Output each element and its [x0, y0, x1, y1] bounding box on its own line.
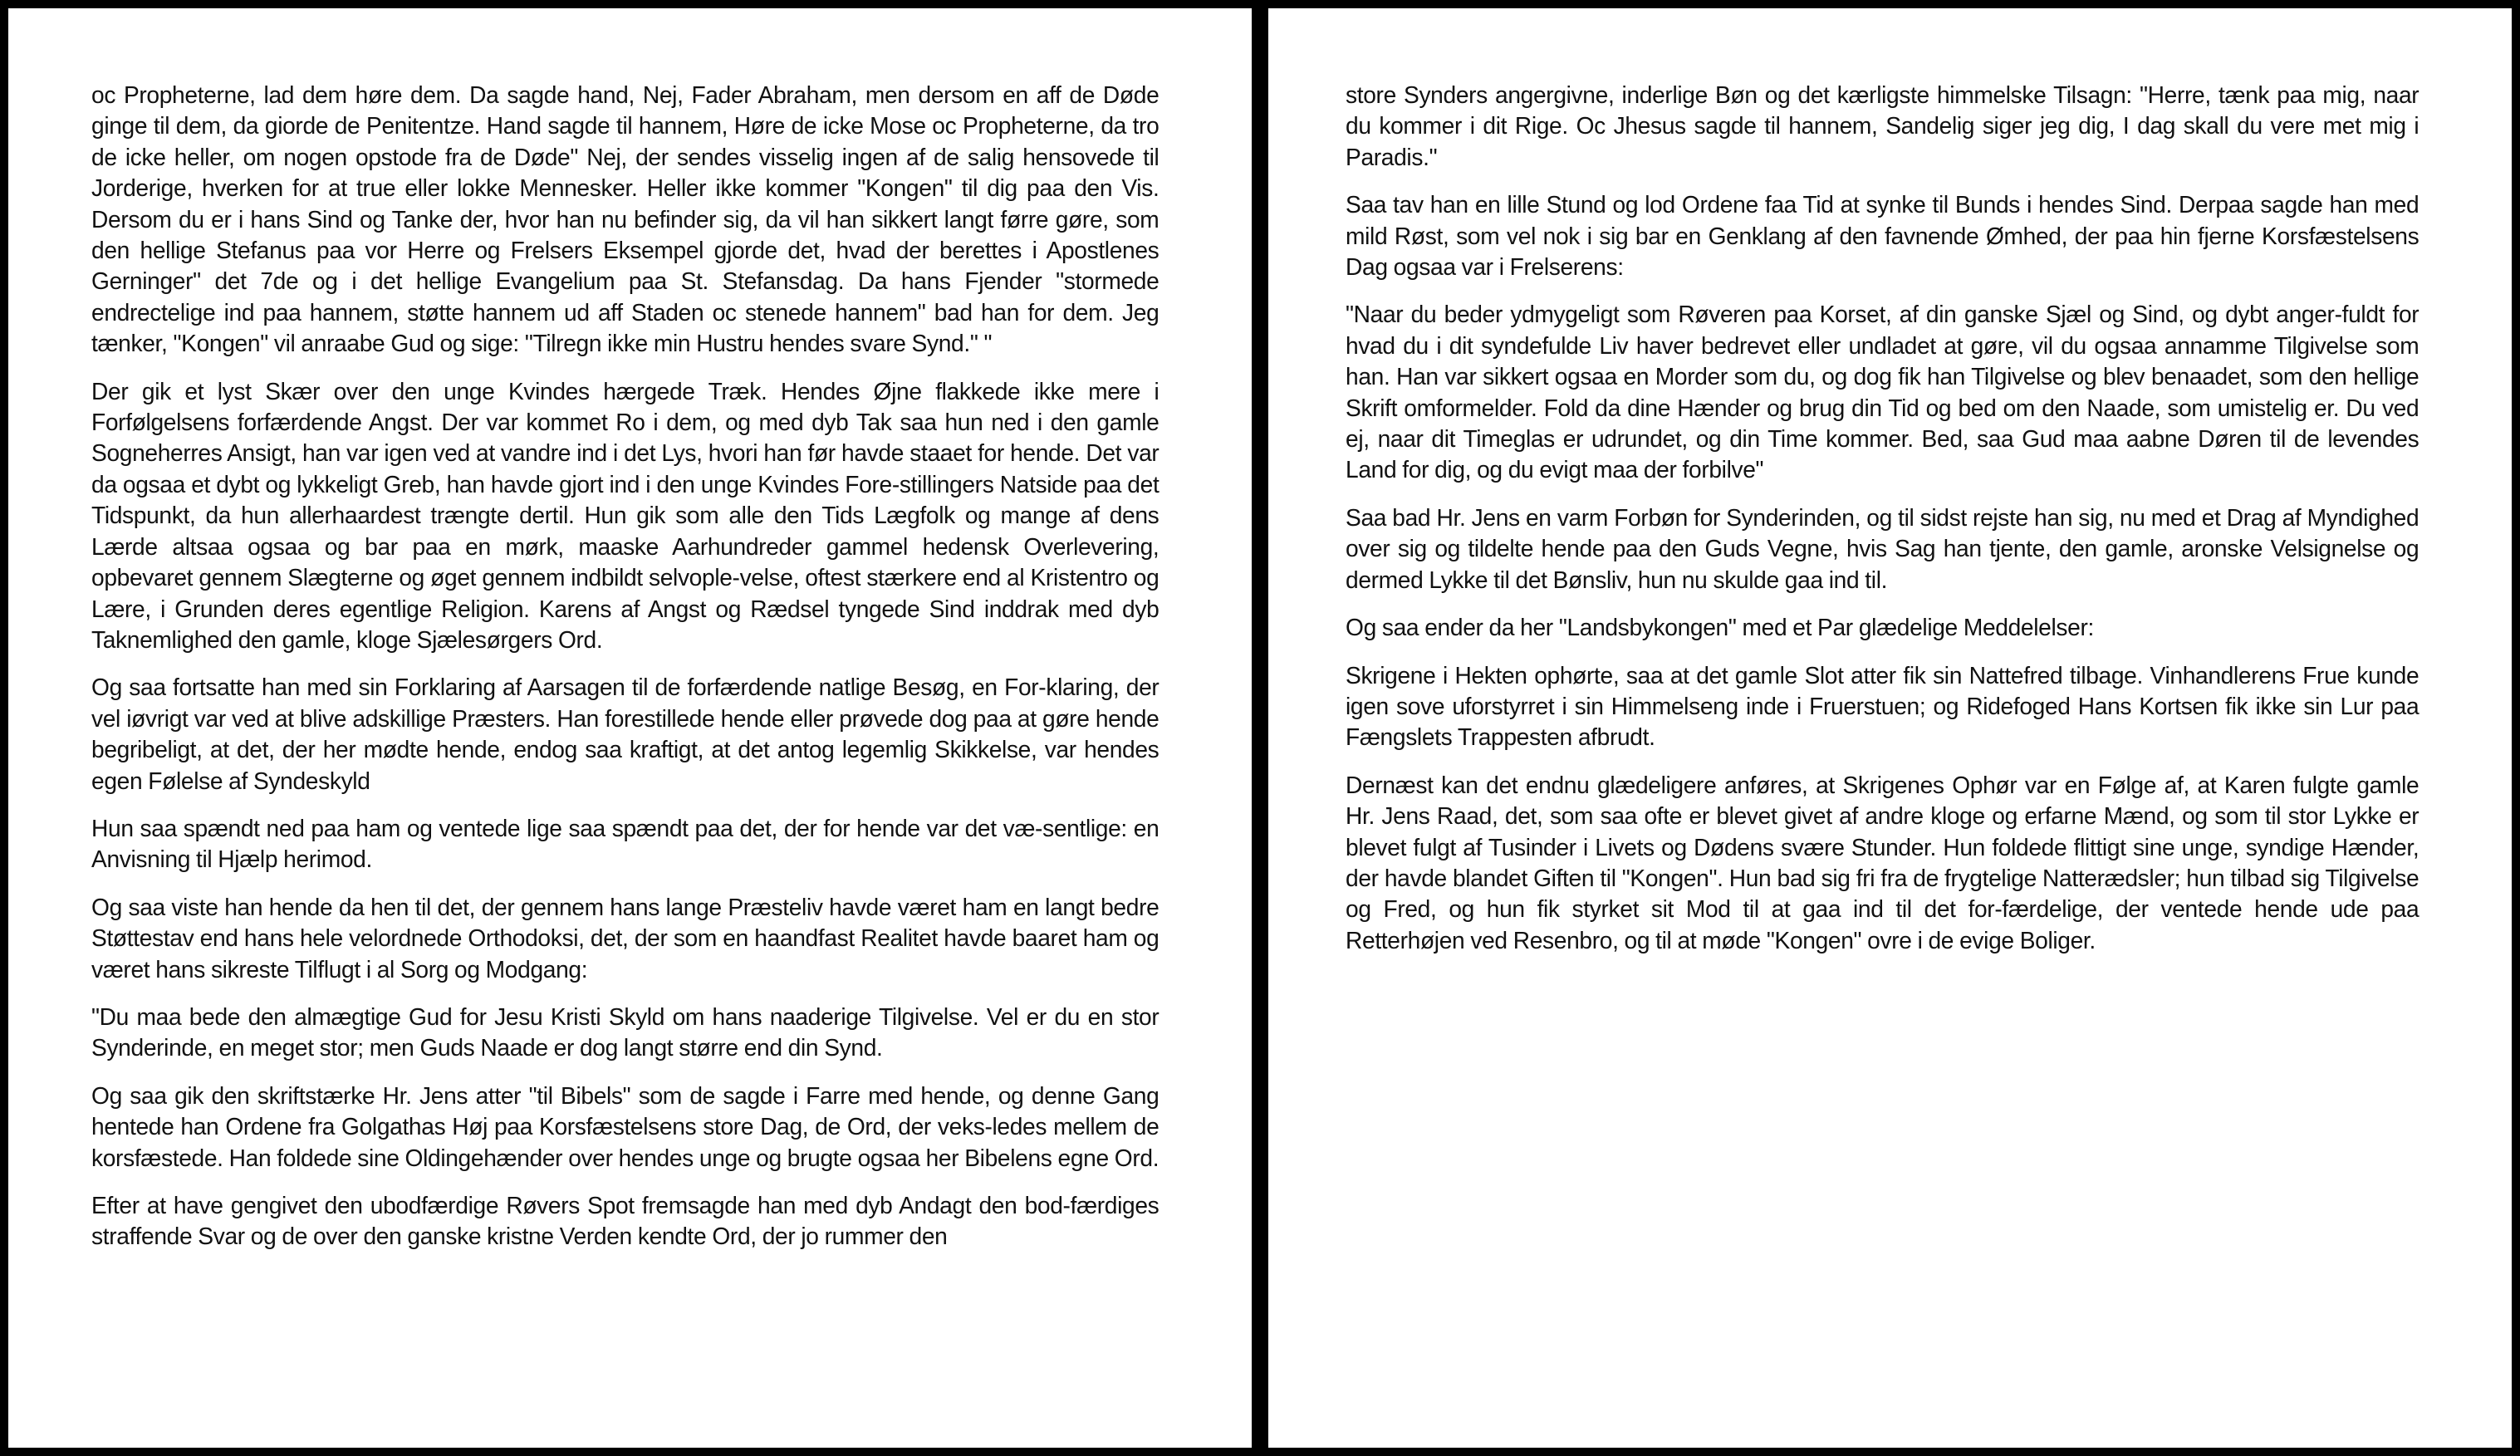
paragraph: store Synders angergivne, inderlige Bøn og det kærligste himmelske Tilsagn: "Herre, tænk paa mig, naar du kommer i dit Rige. Oc Jhesus sagde til hannem, Sandelig siger jeg dig, I dag skall du vere met mig i Paradis."	[1346, 82, 2419, 171]
paragraph: Dernæst kan det endnu glædeligere anføres, at Skrigenes Ophør var en Følge af, at Karen fulgte gamle Hr. Jens Raad, det, som saa ofte er blevet givet af andre kloge og erfarne Mænd, og som til stor Lykke er blevet fulgt af Tusinder i Livets og Dødens svære Stunder. Hun foldede flittigt sine unge, syndige Hænder, der havde blandet Giften til "Kongen". Hun bad sig fri fra de frygtelige Natterædsler; hun tilbad sig Tilgivelse og Fred, og hun fik styrket sit Mod til at gaa ind til det for-færdelige, der ventede hende ude paa Retterhøjen ved Resenbro, og til at møde "Kongen" ovre i de evige Boliger.	[1346, 772, 2419, 954]
paragraph: Saa bad Hr. Jens en varm Forbøn for Synderinden, og til sidst rejste han sig, nu med et Drag af Myndighed over sig og tildelte hende paa den Guds Vegne, hvis Sag han tjente, den gamle, aronske Velsignelse og dermed Lykke til det Bønsliv, hun nu skulde gaa ind til.	[1346, 504, 2419, 594]
left-page	[8, 8, 1252, 1448]
paragraph: Og saa ender da her "Landsbykongen" med et Par glædelige Meddelelser:	[1346, 615, 2094, 642]
paragraph: Der gik et lyst Skær over den unge Kvindes hærgede Træk. Hendes Øjne flakkede ikke mere i Forfølgelsens forfærdende Angst. Der var kommet Ro i dem, og med dyb Tak saa hun ned i den gamle Sogneherres Ansigt, han var igen ved at vandre ind i det Lys, hvori han før havde staaet for hende. Det var da ogsaa et dybt og lykkeligt Greb, han havde gjort ind i den unge Kvindes Fore-stillingers Natside paa det Tidspunkt, da hun allerhaardest trængte dertil. Hun gik som alle den Tids Lægfolk og mange af dens Lærde altsaa ogsaa og bar paa en mørk, maaske Aarhundreder gammel hedensk Overlevering, opbevaret gennem Slægterne og øget gennem indbildt selvople-velse, oftest stærkere end al Kristentro og Lære, i Grunden deres egentlige Religion. Karens af Angst og Rædsel tyngede Sind inddrak med dyb Taknemlighed den gamle, kloge Sjælesørgers Ord.	[91, 378, 1159, 654]
paragraph: Efter at have gengivet den ubodfærdige Røvers Spot fremsagde han med dyb Andagt den bod-færdiges straffende Svar og de over den ganske kristne Verden kendte Ord, der jo rummer den	[91, 1193, 1159, 1251]
paragraph: Saa tav han en lille Stund og lod Ordene faa Tid at synke til Bunds i hendes Sind. Derpaa sagde han med mild Røst, som vel nok i sig bar en Genklang af den favnende Ømhed, der paa hin fjerne Korsfæstelsens Dag ogsaa var i Frelserens:	[1346, 192, 2419, 282]
paragraph: "Naar du beder ydmygeligt som Røveren paa Korset, af din ganske Sjæl og Sind, og dybt anger-fuldt for hvad du i dit syndefulde Liv haver bedrevet eller undladet at gøre, vil du ogsaa annamme Tilgivelse som han. Han var sikkert ogsaa en Morder som du, og dog fik han Tilgivelse og blev benaadet, som den hellige Skrift omformelder. Fold da dine Hænder og brug din Tid og bed om den Naade, som umistelig er. Du ved ej, naar dit Timeglas er udrundet, og din Time kommer. Bed, saa Gud maa aabne Døren til de levendes Land for dig, og du evigt maa der forbilve"	[1346, 301, 2419, 484]
paragraph: "Du maa bede den almægtige Gud for Jesu Kristi Skyld om hans naaderige Tilgivelse. Vel er du en stor Synderinde, en meget stor; men Guds Naade er dog langt større end din Synd.	[91, 1003, 1159, 1062]
paragraph: Og saa fortsatte han med sin Forklaring af Aarsagen til de forfærdende natlige Besøg, en For-klaring, der vel iøvrigt var ved at blive adskillige Præsters. Han forestillede hende eller prøvede dog paa at gøre hende begribeligt, at det, der her mødte hende, endog saa kraftigt, at det antog legemlig Skikkelse, var hendes egen Følelse af Syndeskyld	[91, 674, 1159, 795]
right-page	[1268, 8, 2512, 1448]
paragraph: Og saa gik den skriftstærke Hr. Jens atter "til Bibels" som de sagde i Farre med hende, og denne Gang hentede han Ordene fra Golgathas Høj paa Korsfæstelsens store Dag, de Ord, der veks-ledes mellem de korsfæstede. Han foldede sine Oldingehænder over hendes unge og brugte ogsaa her Bibelens egne Ord.	[91, 1082, 1159, 1172]
paragraph: Skrigene i Hekten ophørte, saa at det gamle Slot atter fik sin Nattefred tilbage. Vinhandlerens Frue kunde igen sove uforstyrret i sin Himmelseng inde i Fruerstuen; og Ridefoged Hans Kortsen fik ikke sin Lur paa Fængslets Trappesten afbrudt.	[1346, 662, 2419, 752]
paragraph: Og saa viste han hende da hen til det, der gennem hans lange Præsteliv havde været ham en langt bedre Støttestav end hans hele velordnede Orthodoksi, det, der som en haandfast Realitet havde baaret ham og været hans sikreste Tilflugt i al Sorg og Modgang:	[91, 894, 1159, 983]
paragraph: oc Propheterne, lad dem høre dem. Da sagde hand, Nej, Fader Abraham, men dersom en aff de Døde ginge til dem, da giorde de Penitentze. Hand sagde til hannem, Høre de icke Mose oc Propheterne, da tro de icke heller, om nogen opstode fra de Døde" Nej, der sendes visselig ingen af de salig hensovede til Jorderige, hverken for at true eller lokke Mennesker. Heller ikke kommer "Kongen" til dig paa den Vis. Dersom du er i hans Sind og Tanke der, hvor han nu befinder sig, da vil han sikkert langt førre gøre, som den hellige Stefanus paa vor Herre og Frelsers Eksempel gjorde det, hvad der berettes i Apostlenes Gerninger" det 7de og i det hellige Evangelium paa St. Stefansdag. Da hans Fjender "stormede endrectelige ind paa hannem, støtte hannem ud aff Staden oc stenede hannem" bad han for dem. Jeg tænker, "Kongen" vil anraabe Gud og sige: "Tilregn ikke min Hustru hendes svare Synd." "	[91, 82, 1159, 358]
paragraph: Hun saa spændt ned paa ham og ventede lige saa spændt paa det, der for hende var det væ-sentlige: en Anvisning til Hjælp herimod.	[91, 815, 1159, 874]
